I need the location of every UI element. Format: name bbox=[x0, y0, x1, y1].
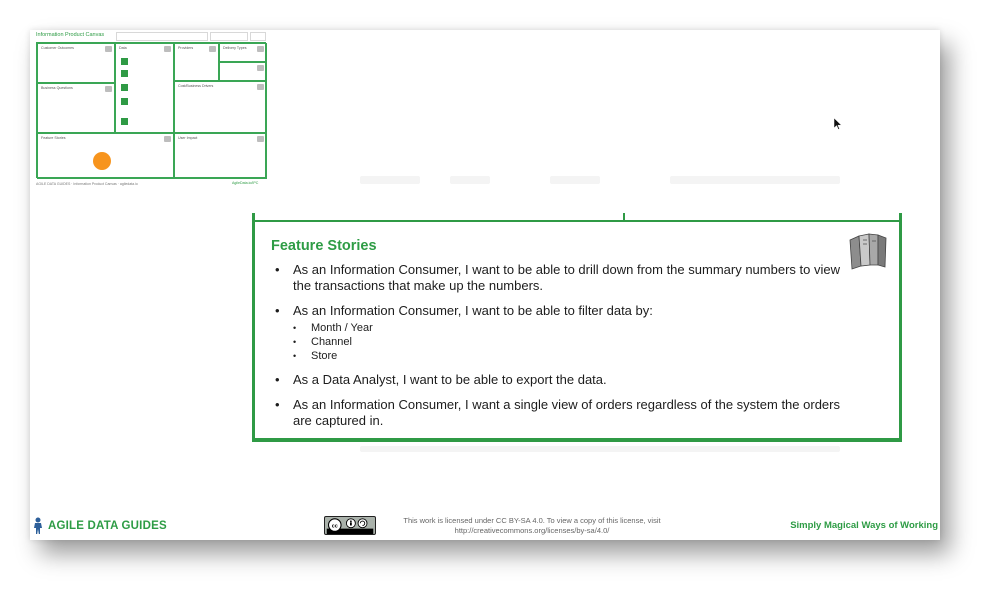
canvas-box-label: Data bbox=[119, 46, 127, 50]
canvas-footer-text: AGILE DATA GUIDES · Information Product Canvas · agiledata.io bbox=[36, 182, 138, 186]
canvas-thumbnail bbox=[32, 30, 268, 186]
license-line: This work is licensed under CC BY-SA 4.0. To view a copy of this license, visit bbox=[403, 516, 661, 525]
canvas-grid bbox=[36, 42, 266, 178]
brand-name: AGILE DATA GUIDES bbox=[48, 520, 167, 532]
canvas-box-providers bbox=[174, 43, 219, 81]
feature-story-text: As an Information Consumer, I want to be able to drill down from the summary numbers to view the transactions that make up the numbers. bbox=[293, 262, 840, 293]
sticky-note bbox=[121, 70, 128, 77]
ghost-line bbox=[670, 176, 840, 184]
canvas-box-label: User Impact bbox=[178, 136, 198, 140]
canvas-box-customer-outcomes bbox=[37, 43, 115, 83]
sticky-note bbox=[121, 84, 128, 91]
feature-story-text: As an Information Consumer, I want to be able to filter data by: bbox=[293, 303, 653, 318]
canvas-box-data bbox=[115, 43, 174, 133]
canvas-footer-link: AgileData.io/IPC bbox=[232, 181, 259, 185]
orange-dot-marker bbox=[93, 152, 111, 170]
panel-connector bbox=[252, 213, 255, 222]
license-text bbox=[382, 516, 682, 536]
filter-options-list bbox=[293, 321, 853, 363]
filter-option: • Channel bbox=[293, 335, 853, 349]
chart-icon bbox=[257, 46, 264, 52]
ghost-line bbox=[360, 176, 420, 184]
svg-text:cc: cc bbox=[331, 523, 338, 530]
lightbulb-icon bbox=[105, 86, 112, 92]
canvas-box-delivery-types bbox=[219, 43, 267, 62]
canvas-name-field bbox=[116, 32, 208, 41]
canvas-box-label: Feature Stories bbox=[41, 136, 66, 140]
panel-connector bbox=[623, 213, 625, 222]
filter-option: • Month / Year bbox=[293, 321, 853, 335]
search-icon bbox=[257, 65, 264, 71]
canvas-box-label: Customer Outcomes bbox=[41, 46, 74, 50]
canvas-box-user-impact bbox=[174, 133, 267, 179]
books-icon bbox=[847, 232, 889, 272]
feature-story-item bbox=[273, 303, 853, 363]
canvas-box-feature-stories bbox=[37, 133, 174, 179]
canvas-date-field bbox=[250, 32, 266, 41]
footer-brand bbox=[32, 516, 167, 536]
canvas-box-label: Delivery Types bbox=[223, 46, 247, 50]
feature-story-item bbox=[273, 372, 853, 388]
feature-story-text: As an Information Consumer, I want a single view of orders regardless of the system the orders are captured in. bbox=[293, 397, 840, 428]
tagline: Simply Magical Ways of Working bbox=[790, 520, 938, 531]
database-icon bbox=[164, 46, 171, 52]
mouse-cursor-icon bbox=[834, 118, 842, 130]
canvas-box-delivery-extra bbox=[219, 62, 267, 81]
canvas-version-field bbox=[210, 32, 248, 41]
outcomes-icon bbox=[105, 46, 112, 52]
sticky-note bbox=[121, 118, 128, 125]
ghost-line bbox=[550, 176, 600, 184]
person-logo-icon bbox=[32, 517, 44, 535]
license-link[interactable]: http://creativecommons.org/licenses/by-sa/4.0/ bbox=[454, 526, 610, 535]
canvas-box-business-questions bbox=[37, 83, 115, 133]
money-icon bbox=[257, 84, 264, 90]
feature-story-item bbox=[273, 397, 853, 429]
canvas-box-label: Providers bbox=[178, 46, 194, 50]
impact-icon bbox=[257, 136, 264, 142]
panel-connector bbox=[899, 213, 902, 222]
filter-option: • Store bbox=[293, 349, 853, 363]
feature-story-text: As a Data Analyst, I want to be able to export the data. bbox=[293, 372, 607, 387]
slide bbox=[30, 30, 940, 540]
canvas-box-label: Cost/Business Drivers bbox=[178, 84, 214, 88]
feature-story-list bbox=[273, 262, 853, 438]
canvas-header bbox=[32, 30, 268, 42]
sticky-note bbox=[121, 98, 128, 105]
feature-stories-panel bbox=[252, 220, 902, 442]
cc-license-badge[interactable] bbox=[324, 516, 376, 535]
panel-title: Feature Stories bbox=[271, 238, 377, 254]
canvas-title: Information Product Canvas bbox=[36, 32, 105, 38]
ghost-line bbox=[450, 176, 490, 184]
canvas-box-cost-business-drivers bbox=[174, 81, 267, 133]
people-icon bbox=[209, 46, 216, 52]
books-icon-small bbox=[164, 136, 171, 142]
sticky-note bbox=[121, 58, 128, 65]
feature-story-item bbox=[273, 262, 853, 294]
ghost-line bbox=[360, 446, 840, 452]
canvas-box-label: Business Questions bbox=[41, 86, 73, 90]
